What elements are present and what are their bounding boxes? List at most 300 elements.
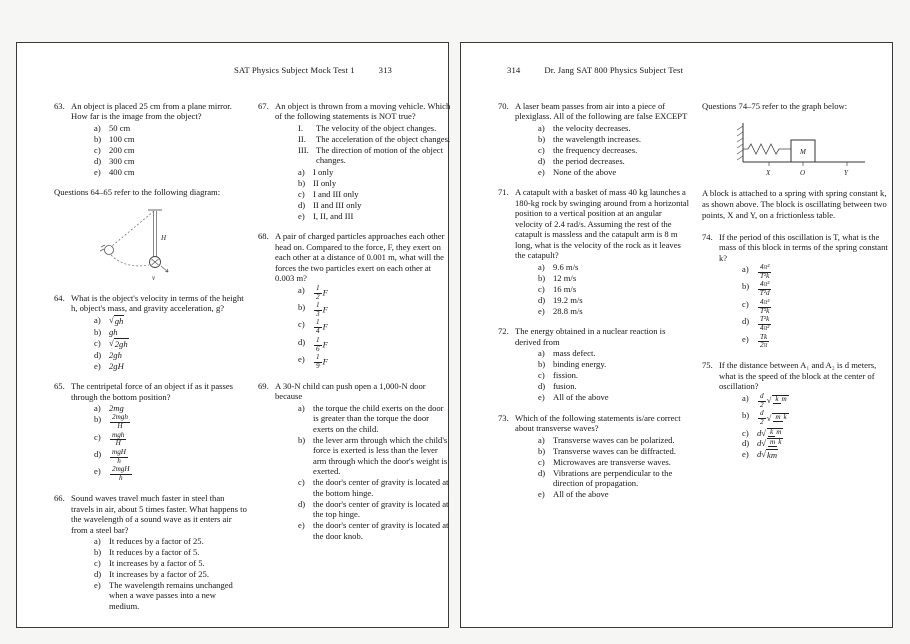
answer-option [719,428,895,438]
question-number: 72. [498,326,509,337]
answer-option [719,393,895,410]
option-label: c) [94,144,101,155]
option-content [757,264,895,281]
question [54,381,247,483]
fraction [110,466,132,483]
option-label: a) [742,264,749,275]
fraction-numerator: m [775,412,781,421]
question [498,187,691,316]
question-block-66 [54,493,247,611]
page-right [460,42,893,628]
answer-option [71,558,247,568]
math-expression: 2gh [109,349,122,360]
answer-option [71,327,247,337]
fraction-numerator: 4π² [760,280,770,289]
option-content [109,449,247,466]
fraction [758,334,769,351]
radical-sign: √ [761,427,767,438]
answer-option [515,145,691,155]
option-content: the torque the child exerts on the door is greater than the torque the door exerts on the child. [313,402,444,434]
option-content: All of the above [553,488,609,499]
fraction-numerator: Tk [760,332,768,341]
question [258,231,451,371]
option-label: d) [94,568,102,579]
option-label: c) [94,337,101,348]
option-content [109,315,247,326]
option-label: c) [298,188,305,199]
page-left-header [17,65,448,75]
radical-sign: √ [761,449,767,460]
options-list [71,536,247,611]
sqrt-expression [761,449,778,460]
option-label: a) [298,402,305,413]
option-label: d) [94,155,102,166]
question-number: 69. [258,380,269,391]
option-label: e) [742,449,749,460]
sqrt-expression [761,428,784,438]
question-block-72 [498,326,691,402]
options-list [515,348,691,402]
math-expression: 2mg [109,403,124,414]
fraction-numerator: m [770,438,776,447]
option-label: d) [538,155,546,166]
spring-block-diagram [729,118,869,180]
fraction-numerator: d [760,409,764,418]
answer-option [275,319,451,336]
fraction [758,299,771,316]
answer-option [515,273,691,283]
question [498,101,691,177]
fraction-denominator: T²d [759,289,770,298]
fraction-numerator: 2mgH [112,465,130,474]
option-content: the frequency decreases. [553,144,638,155]
answer-option [515,306,691,316]
fraction-numerator: 1 [316,283,320,292]
fraction-denominator: 2π [759,341,768,350]
option-content [757,410,895,427]
option-label: c) [742,298,749,309]
answer-option [515,370,691,380]
options-list [515,262,691,316]
answer-option [719,410,895,427]
option-label: d) [538,467,546,478]
fraction-denominator: m [781,395,787,404]
option-content: the velocity decreases. [553,122,631,133]
option-label: a) [94,536,101,547]
option-label: a) [94,403,101,414]
answer-option [71,580,247,611]
option-label: d) [742,438,750,449]
question [258,101,451,221]
option-content: binding energy. [553,359,607,370]
option-content: the period decreases. [553,155,625,166]
question-block-74 [702,232,895,351]
fraction-numerator: 1 [316,301,320,310]
option-content [757,299,895,316]
option-label: e) [94,360,101,371]
question-text: Sound waves travel much faster in steel than travels in air, about 5 times faster. What happens to the wavelength of a sound wave as it enters air from a steel bar? [71,493,247,535]
answer-option [275,200,451,210]
answer-option [515,381,691,391]
fraction-numerator: k [770,427,774,436]
question-number: 63. [54,101,65,111]
question-block-63 [54,101,247,177]
question-number: 75. [702,360,713,371]
point-x-label: X [765,169,770,178]
option-label: e) [298,520,305,531]
option-content: It reduces by a factor of 25. [109,536,204,547]
answer-option [71,547,247,557]
option-content: 16 m/s [553,283,577,294]
option-label: e) [538,488,545,499]
answer-option [275,354,451,371]
answer-option [515,457,691,467]
question [498,326,691,402]
fraction [314,354,322,371]
answer-option [71,361,247,371]
answer-option [71,414,247,431]
fraction [767,438,783,447]
answer-option [275,167,451,177]
fraction-denominator: T²k [760,306,770,315]
option-label: c) [538,370,545,381]
question-block-71 [498,187,691,316]
answer-option [71,449,247,466]
question-text: A catapult with a basket of mass 40 kg launches a 180-kg rock by swinging around from a horizontal position to a vertical position at an angular velocity of 2.4 rad/s. Assuming the rest of the catapult is massless and the catapult arm is 8 m long, what is the velocity of the rock as it leaves the catapult? [515,187,689,261]
question [498,413,691,500]
option-label: c) [94,558,101,568]
question-number: 65. [54,381,65,392]
running-title: SAT Physics Subject Mock Test 1 [233,65,355,75]
question [54,101,247,177]
pendulum-height-label: H [160,233,166,242]
question-text: Which of the following statements is/are correct about transverse waves? [515,412,681,434]
option-content [109,432,247,449]
statement-text: The direction of motion of the object changes. [316,144,443,166]
option-label: b) [538,359,546,370]
answer-option [515,123,691,133]
question-number: 67. [258,101,269,111]
question-text: The centripetal force of an object if as it passes through the bottom position? [71,381,234,402]
option-content [313,302,451,319]
fraction [110,432,126,449]
answer-option [515,167,691,177]
option-content [757,316,895,333]
page-right-header [461,65,892,75]
fraction-denominator: 3 [316,310,320,319]
answer-option [275,403,451,434]
option-label: c) [298,477,305,488]
page-left [16,42,449,628]
point-o-label: O [799,169,805,178]
math-expression: 2gH [109,360,124,371]
page-right-column-2 [702,101,895,509]
option-label: a) [94,122,101,133]
question-number: 68. [258,231,269,242]
sqrt-expression [109,315,124,326]
statement-list [275,123,451,166]
fraction-denominator: m [776,427,782,436]
option-label: b) [538,133,546,144]
option-label: b) [538,445,546,456]
answer-option [515,392,691,402]
math-expression: gh [109,326,118,337]
option-label: b) [298,177,306,188]
fraction-denominator: h [117,456,121,465]
statement [275,134,451,144]
option-content [109,414,247,431]
fraction-numerator: 1 [316,335,320,344]
answer-option [719,264,895,281]
option-content [313,354,451,371]
options-list [71,123,247,177]
option-content: 9.6 m/s [553,261,579,272]
radical-sign: √ [766,395,772,406]
option-content [757,428,895,438]
options-list [515,435,691,500]
answer-option [515,359,691,369]
option-content: fusion. [553,381,577,392]
answer-option [71,466,247,483]
fraction-denominator: H [117,422,123,431]
option-content [313,285,451,302]
option-content [757,334,895,351]
radicand: 2gh [114,338,128,349]
question-text: A 30-N child can push open a 1,000-N door because [275,380,426,402]
answer-option [71,536,247,546]
fraction-numerator: 4π² [760,297,770,306]
fraction-denominator: 4π² [759,324,770,333]
radical-sign: √ [761,438,767,449]
option-label: b) [94,133,102,144]
question [54,293,247,371]
question-number: 66. [54,493,65,504]
option-label: c) [298,319,305,330]
answer-option [71,156,247,166]
page-right-columns [461,75,892,509]
answer-option [71,403,247,413]
answer-option [515,134,691,144]
option-label: d) [742,316,750,327]
sqrt-expression [109,338,129,349]
answer-option [71,315,247,326]
pendulum-velocity-label: v [151,273,155,282]
option-label: e) [94,466,101,477]
option-label: a) [538,434,545,445]
option-content: It increases by a factor of 5. [109,558,205,568]
question-block-73 [498,413,691,500]
option-label: a) [298,284,305,295]
fraction [772,395,788,404]
fraction [758,264,771,281]
radical-sign: √ [109,314,114,325]
answer-option [515,284,691,294]
option-label: d) [538,294,546,305]
sqrt-expression [767,413,790,423]
option-content: 28.8 m/s [553,305,583,316]
option-content: the wavelength increases. [553,133,642,144]
fraction-numerator: k [775,395,779,404]
option-label: a) [538,122,545,133]
statement [275,123,451,133]
option-content: I only [313,166,334,177]
answer-option [275,285,451,302]
fraction [758,281,771,298]
page-number: 313 [378,65,392,75]
option-content [109,327,247,337]
option-content: 19.2 m/s [553,294,583,305]
question-number: 64. [54,292,65,303]
fraction [772,413,788,422]
radicand: gh [114,315,124,326]
answer-option [275,178,451,188]
page-left-columns [17,75,451,621]
option-label: b) [538,272,546,283]
answer-option [719,334,895,351]
option-content: II and III only [313,199,362,210]
option-content [757,449,895,460]
option-label: c) [538,144,545,155]
option-label: d) [94,349,102,360]
answer-option [515,435,691,445]
answer-option [719,299,895,316]
option-label: e) [94,579,101,590]
option-label: c) [94,431,101,442]
fraction [314,285,322,302]
option-content: II only [313,177,337,188]
page-left-column-1 [54,101,247,621]
option-label: c) [742,427,749,438]
answer-option [719,449,895,460]
fraction [314,337,322,354]
radical-sign: √ [109,337,114,348]
option-content: All of the above [553,392,609,403]
question-text: If the distance between A₁ and A₂ is d meters, what is the speed of the block at the center of oscillation? [719,360,877,392]
answer-option [275,520,451,541]
option-label: a) [94,314,101,325]
option-label: b) [742,410,750,421]
question-number: 71. [498,187,509,198]
option-content: Transverse waves can be polarized. [553,434,675,445]
question-number: 70. [498,101,509,111]
fraction [314,302,322,319]
option-content [109,350,247,360]
options-list [719,264,895,350]
option-label: d) [298,498,306,509]
options-list [275,167,451,221]
fraction-denominator: 9 [316,362,320,371]
graph-caption: A block is attached to a spring with spring constant k, as shown above. The block is oscillating between two points, X and Y, on a frictionless table. [702,188,887,220]
option-content: 50 cm [109,122,131,133]
math-expression: F [322,339,328,350]
statement [275,145,451,166]
answer-option [275,302,451,319]
question-text: An object is thrown from a moving vehicle. Which of the following statements is NOT true? [275,101,451,122]
option-content [313,337,451,354]
answer-option [71,338,247,349]
options-list [71,403,247,483]
option-content: None of the above [553,166,617,177]
running-title: Dr. Jang SAT 800 Physics Subject Test [544,65,683,75]
option-label: a) [298,166,305,177]
math-expression: d [757,438,762,449]
question-block-65 [54,381,247,483]
option-content: the door's center of gravity is located at the door knob. [313,520,449,541]
options-list [275,285,451,371]
question [702,232,895,351]
fraction-numerator: 2mgh [112,413,128,422]
math-expression: F [322,321,328,332]
question-number: 73. [498,412,509,423]
fraction [767,428,783,437]
option-content [109,338,247,349]
fraction-denominator: 4 [316,327,320,336]
option-content [109,403,247,413]
question-block-67 [258,101,451,221]
option-content: Microwaves are transverse waves. [553,456,671,467]
answer-option [71,134,247,144]
fraction-numerator: 1 [316,353,320,362]
answer-option [275,435,451,477]
answer-option [719,316,895,333]
option-content: I and III only [313,188,359,199]
fraction [758,316,771,333]
option-content: fission. [553,370,579,381]
option-label: b) [742,281,750,292]
option-content [757,438,895,448]
option-label: e) [538,392,545,403]
option-label: c) [538,283,545,294]
statement-label: I. [298,122,304,133]
fraction [314,319,322,336]
fraction-denominator: h [118,474,123,483]
option-content: the lever arm through which the child's force is exerted is less than the lever arm through which the door's weight is exerted. [313,434,448,477]
diagram-note: Questions 64–65 refer to the following diagram: [54,187,221,198]
answer-option [275,189,451,199]
page-left-column-2 [258,101,451,621]
radicand: km [767,450,778,461]
question-block-75 [702,360,895,461]
answer-option [515,262,691,272]
fraction-denominator: k [778,438,782,447]
question-number: 74. [702,231,713,242]
sqrt-expression [767,395,790,405]
question-block-69 [258,381,451,541]
math-expression: F [322,304,328,315]
question-text: What is the object's velocity in terms of the height h, object's mass, and gravity acceleration, g? [71,292,244,314]
page-right-column-1 [498,101,691,509]
sqrt-expression [761,438,784,448]
option-content: the door's center of gravity is located at the bottom hinge. [313,477,449,498]
fraction [758,393,766,410]
radical-sign: √ [766,412,772,423]
question-block-70 [498,101,691,177]
question-text: A laser beam passes from air into a piece of plexiglass. All of the following are false EXCEPT [515,101,688,122]
question [702,360,895,461]
answer-option [515,468,691,489]
graph-note: Questions 74–75 refer to the graph below: [702,101,848,111]
option-content: Vibrations are perpendicular to the direction of propagation. [553,467,673,488]
option-label: b) [94,547,102,558]
option-label: e) [538,166,545,177]
question [258,381,451,541]
option-label: b) [94,326,102,337]
answer-option [71,432,247,449]
option-label: a) [538,261,545,272]
option-content: 100 cm [109,133,135,144]
option-label: e) [538,305,545,316]
options-list [275,403,451,541]
